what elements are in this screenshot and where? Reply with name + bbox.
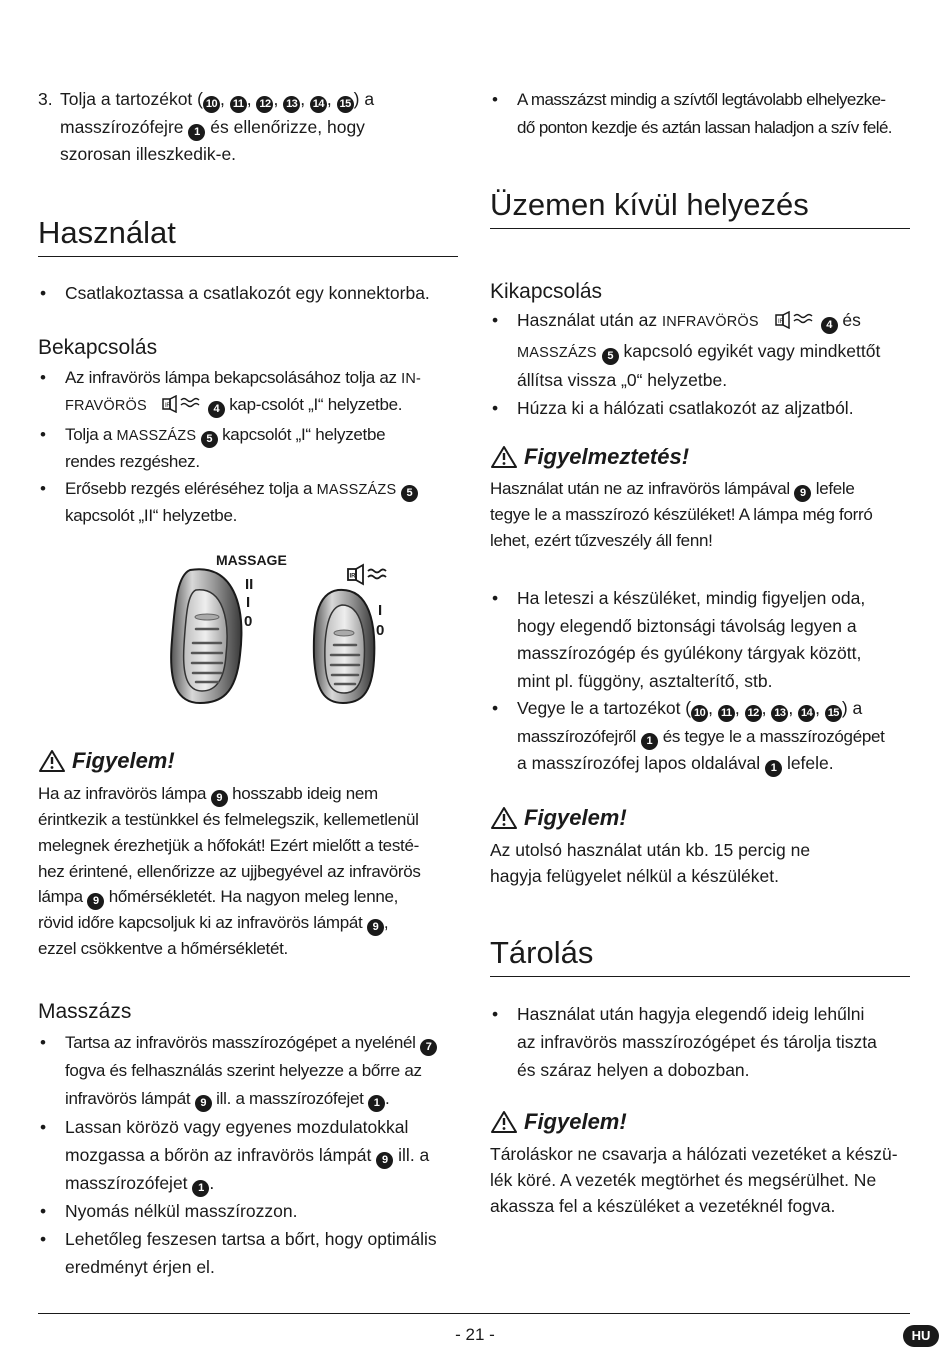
ref-badge: 5 xyxy=(602,348,619,365)
infrared-lamp-icon xyxy=(161,395,201,421)
svg-text:IR: IR xyxy=(777,319,784,325)
infrared-position-label: 0 xyxy=(376,622,385,639)
subsection-title: Masszázs xyxy=(38,1000,132,1023)
warning-text: Az utolsó használat után kb. 15 percig ne hagyja felügyelet nélkül a készüléket. xyxy=(490,840,811,886)
ref-badge: 9 xyxy=(794,485,811,502)
list-item: • Használat után hagyja elegendő ideig lehűlni az infravörös masszírozógépet és tárolja tiszta és száraz helyen a dobozban. xyxy=(490,1000,920,1084)
ref-badge: 7 xyxy=(420,1039,437,1056)
ref-badge: 1 xyxy=(765,760,782,777)
page-number: - 21 - xyxy=(455,1325,495,1344)
infrared-switch xyxy=(314,590,375,703)
list-item: • Vegye le a tartozékot ( 10 , 11 , 12 , 13 , 14 , 15 ) a masszírozófejről 1 és tegye le a masszírozógépet a masszírozófej lapos oldalával 1 lefele. xyxy=(490,695,920,778)
ref-badge: 1 xyxy=(641,733,658,750)
warning-text: Használat után ne az infravörös lámpával 9 lefele tegye le a masszírozó készüléket! A lámpa még forró lehet, ezért tűzveszély áll fenn! xyxy=(490,479,873,550)
warning-box-3 xyxy=(490,803,920,889)
ref-badge: 14 xyxy=(798,705,815,722)
ref-badge: 10 xyxy=(691,705,708,722)
warning-triangle-icon xyxy=(490,445,518,469)
footer-divider xyxy=(38,1313,910,1314)
massage-position-label: II xyxy=(245,576,254,593)
list-item: • Csatlakoztassa a csatlakozót egy konnektorba. xyxy=(38,280,468,308)
list-item: • Az infravörös lámpa bekapcsolásához tolja az IN- FRAVÖRÖS IR 4 kap-csolót „I“ helyzetbe. xyxy=(38,365,468,421)
step-number: 3. xyxy=(38,89,53,109)
ref-badge: 11 xyxy=(230,96,247,113)
step-3: 3. Tolja a tartozékot ( 10 , 11 , 12 , 13 , 14 , 15 ) a masszírozófejre 1 és ellenőrizze, hogy szorosan illeszkedik-e. xyxy=(38,86,468,169)
list-item: • Nyomás nélkül masszírozzon. xyxy=(38,1197,468,1225)
ref-badge: 9 xyxy=(367,919,384,936)
section-masszazs xyxy=(38,998,468,1281)
list-item: • Lehetőleg feszesen tartsa a bőrt, hogy optimális eredményt érjen el. xyxy=(38,1225,468,1281)
svg-text:IR: IR xyxy=(349,573,356,580)
massage-switch xyxy=(171,569,241,703)
ref-badge: 14 xyxy=(310,96,327,113)
switch-illustration xyxy=(138,545,418,715)
list-item: • Használat után az INFRAVÖRÖS IR 4 és MASSZÁZS 5 kapcsoló egyikét vagy mindkettőt állítsa vissza „0“ helyzetbe. xyxy=(490,307,920,395)
list-item: • Húzza ki a hálózati csatlakozót az aljzatból. xyxy=(490,395,920,423)
warning-box-2 xyxy=(490,442,920,554)
warning-title: Figyelmeztetés! xyxy=(524,444,690,469)
massage-position-label: I xyxy=(246,594,251,611)
list-item: • Tolja a MASSZÁZS 5 kapcsolót „I“ helyzetbe rendes rezgéshez. xyxy=(38,422,468,475)
ref-badge: 9 xyxy=(87,893,104,910)
infrared-position-label: I xyxy=(378,602,383,619)
svg-text:IR: IR xyxy=(165,403,171,409)
section-title: Használat xyxy=(38,214,458,257)
section-uzemen-kivul xyxy=(490,186,910,229)
warning-triangle-icon xyxy=(490,1110,518,1134)
section-bekapcsolas xyxy=(38,334,468,529)
language-badge: HU xyxy=(903,1325,939,1347)
ref-badge: 4 xyxy=(821,317,838,334)
ref-badge: 9 xyxy=(211,790,228,807)
warning-box-1 xyxy=(38,746,468,962)
section-title: Tárolás xyxy=(490,934,910,977)
warning-text: Ha az infravörös lámpa 9 hosszabb ideig nem érintkezik a testünkkel és felmelegszik, kellemetlenül melegnek érezhetjük a hőfokát! Ezért mielőtt a testé- hez érintené, ellenőrizze az ujjbegyével az infravörös lámpa 9 hőmérsékletét. Ha nagyon meleg lenne, rövid időre kapcsoljuk ki az infravörös lámpát 9 , ezzel csökkentve a hőmérsékletét. xyxy=(38,784,421,959)
massage-label: MASSAGE xyxy=(216,552,287,568)
ref-badge: 5 xyxy=(201,431,218,448)
warning-title: Figyelem! xyxy=(72,748,175,773)
ref-badge: 10 xyxy=(203,96,220,113)
warning-triangle-icon xyxy=(490,806,518,830)
ref-badge: 1 xyxy=(192,1180,209,1197)
ref-badge: 1 xyxy=(368,1095,385,1112)
warning-title: Figyelem! xyxy=(524,805,627,830)
warning-triangle-icon xyxy=(38,749,66,773)
warning-text: Tároláskor ne csavarja a hálózati vezetéket a készü- lék köré. A vezeték megtörhet és megsérülhet. Ne akassza fel a készüléket a vezetéknél fogva. xyxy=(490,1144,898,1216)
subsection-title: Kikapcsolás xyxy=(490,280,603,303)
ref-badge: 9 xyxy=(376,1152,393,1169)
list-item: • Erősebb rezgés eléréséhez tolja a MASSZÁZS 5 kapcsolót „II“ helyzetbe. xyxy=(38,476,468,529)
warning-box-4 xyxy=(490,1107,920,1219)
list-item: • Tartsa az infravörös masszírozógépet a nyelénél 7 fogva és felhasználás szerint helyezze a bőrre az infravörös lámpát 9 ill. a masszírozófejet 1 . xyxy=(38,1029,468,1113)
infrared-lamp-icon xyxy=(774,310,814,338)
ref-badge: 11 xyxy=(718,705,735,722)
ref-badge: 9 xyxy=(195,1095,212,1112)
section-hasznalat xyxy=(38,214,458,257)
ref-badge: 4 xyxy=(208,401,225,418)
warning-title: Figyelem! xyxy=(524,1109,627,1134)
subsection-title: Bekapcsolás xyxy=(38,336,158,359)
infrared-lamp-icon xyxy=(348,565,386,584)
ref-badge: 5 xyxy=(401,485,418,502)
list-item: • A masszázst mindig a szívtől legtávolabb elhelyezke- dő ponton kezdje és aztán lassan haladjon a szív felé. xyxy=(490,86,920,142)
ref-badge: 12 xyxy=(256,96,273,113)
ref-badge: 15 xyxy=(337,96,354,113)
section-title: Üzemen kívül helyezés xyxy=(490,186,910,229)
ref-badge: 13 xyxy=(283,96,300,113)
list-item: • Ha leteszi a készüléket, mindig figyeljen oda, hogy elegendő biztonsági távolság legyen a masszírozógép és gyúlékony tárgyak között, mint pl. függöny, asztalterítő, stb. xyxy=(490,585,920,695)
list-item: • Lassan körözö vagy egyenes mozdulatokkal mozgassa a bőrön az infravörös lámpát 9 ill. a masszírozófejet 1 . xyxy=(38,1113,468,1197)
ref-badge: 12 xyxy=(745,705,762,722)
section-tarolas xyxy=(490,934,910,977)
ref-badge: 13 xyxy=(771,705,788,722)
ref-badge: 15 xyxy=(825,705,842,722)
massage-position-label: 0 xyxy=(244,613,253,630)
ref-badge: 1 xyxy=(188,124,205,141)
section-kikapcsolas xyxy=(490,278,920,422)
